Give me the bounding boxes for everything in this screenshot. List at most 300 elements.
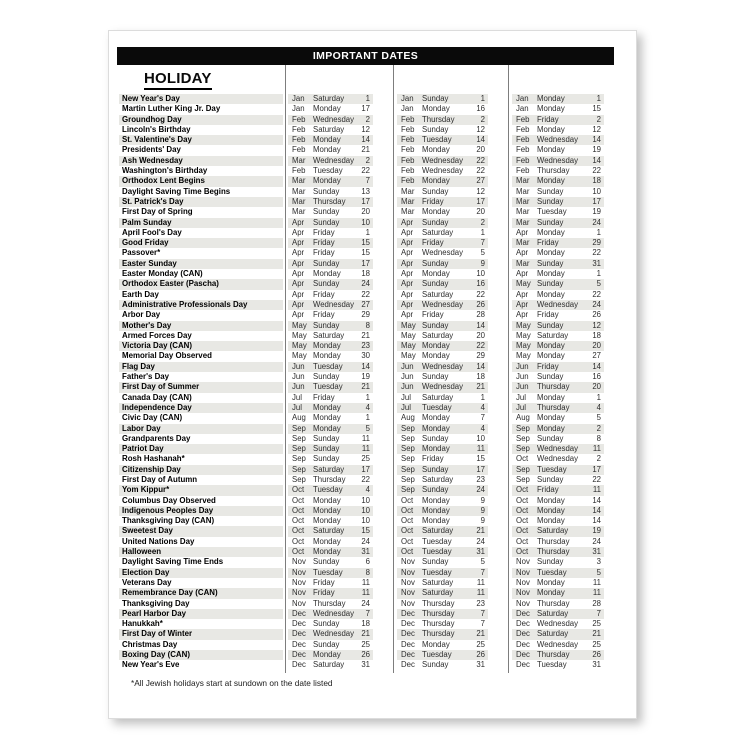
weekday-name: Monday xyxy=(313,402,341,412)
table-row xyxy=(109,537,636,547)
day-number: 12 xyxy=(592,320,601,330)
day-number: 14 xyxy=(592,135,601,145)
date-set-3 xyxy=(512,599,604,609)
day-number: 31 xyxy=(361,547,370,557)
weekday-name: Friday xyxy=(537,310,559,320)
weekday-name: Wednesday xyxy=(537,454,579,464)
date-set-1 xyxy=(288,115,373,125)
day-number: 14 xyxy=(592,505,601,515)
date-set-2 xyxy=(397,115,488,125)
day-number: 31 xyxy=(476,660,485,670)
date-set-3 xyxy=(512,279,604,289)
weekday-name: Monday xyxy=(313,516,341,526)
date-set-2 xyxy=(397,526,488,536)
weekday-name: Monday xyxy=(422,423,450,433)
month-abbr: Jun xyxy=(292,372,305,382)
day-number: 15 xyxy=(361,526,370,536)
day-number: 10 xyxy=(361,217,370,227)
month-abbr: Sep xyxy=(401,474,415,484)
month-abbr: May xyxy=(401,351,416,361)
day-number: 20 xyxy=(476,330,485,340)
day-number: 11 xyxy=(592,588,601,598)
month-abbr: Feb xyxy=(292,145,306,155)
month-abbr: Jun xyxy=(516,372,529,382)
day-number: 4 xyxy=(480,402,485,412)
month-abbr: Dec xyxy=(516,619,530,629)
month-abbr: Oct xyxy=(401,547,414,557)
month-abbr: Apr xyxy=(292,279,305,289)
day-number: 5 xyxy=(480,248,485,258)
table-row xyxy=(109,207,636,217)
day-number: 1 xyxy=(365,413,370,423)
weekday-name: Monday xyxy=(537,341,565,351)
month-abbr: Aug xyxy=(516,413,530,423)
month-abbr: Dec xyxy=(401,629,415,639)
section-title: HOLIDAY xyxy=(144,70,212,90)
day-number: 1 xyxy=(480,392,485,402)
weekday-name: Sunday xyxy=(422,660,449,670)
day-number: 11 xyxy=(476,577,485,587)
month-abbr: Feb xyxy=(516,166,530,176)
month-abbr: Oct xyxy=(516,516,529,526)
date-set-2 xyxy=(397,640,488,650)
weekday-name: Monday xyxy=(537,413,565,423)
day-number: 1 xyxy=(596,94,601,103)
weekday-name: Sunday xyxy=(537,474,564,484)
weekday-name: Friday xyxy=(313,310,335,320)
weekday-name: Monday xyxy=(422,176,450,186)
month-abbr: Dec xyxy=(401,619,415,629)
day-number: 24 xyxy=(361,598,370,608)
table-row xyxy=(109,156,636,166)
holiday-name: Easter Sunday xyxy=(119,259,283,269)
day-number: 14 xyxy=(476,135,485,145)
month-abbr: May xyxy=(516,351,531,361)
day-number: 23 xyxy=(361,341,370,351)
month-abbr: Feb xyxy=(292,114,306,124)
day-number: 27 xyxy=(361,299,370,309)
holiday-name: Earth Day xyxy=(122,289,159,299)
date-set-2 xyxy=(397,351,488,361)
weekday-name: Monday xyxy=(313,135,341,145)
date-set-2 xyxy=(397,413,488,423)
date-set-3 xyxy=(512,104,604,114)
day-number: 14 xyxy=(592,495,601,505)
day-number: 5 xyxy=(480,557,485,567)
weekday-name: Sunday xyxy=(537,186,564,196)
date-set-3 xyxy=(512,248,604,258)
month-abbr: Apr xyxy=(401,289,414,299)
date-set-1 xyxy=(288,145,373,155)
date-set-3 xyxy=(512,434,604,444)
month-abbr: Sep xyxy=(401,423,415,433)
holiday-name: Victoria Day (CAN) xyxy=(119,341,283,351)
day-number: 29 xyxy=(592,238,601,248)
day-number: 24 xyxy=(476,536,485,546)
month-abbr: Feb xyxy=(516,145,530,155)
weekday-name: Thursday xyxy=(537,650,570,660)
date-set-3 xyxy=(512,310,604,320)
month-abbr: Apr xyxy=(401,269,414,279)
day-number: 31 xyxy=(592,660,601,670)
weekday-name: Sunday xyxy=(313,444,340,454)
weekday-name: Thursday xyxy=(422,598,455,608)
month-abbr: Dec xyxy=(292,629,306,639)
date-set-1 xyxy=(288,207,373,217)
holiday-name: Flag Day xyxy=(119,362,283,372)
weekday-name: Saturday xyxy=(537,608,569,618)
month-abbr: Nov xyxy=(292,577,306,587)
date-set-2 xyxy=(397,629,488,639)
day-number: 7 xyxy=(480,567,485,577)
month-abbr: Sep xyxy=(401,454,415,464)
weekday-name: Sunday xyxy=(422,433,449,443)
day-number: 21 xyxy=(361,330,370,340)
weekday-name: Thursday xyxy=(422,608,455,618)
month-abbr: Apr xyxy=(516,269,529,279)
weekday-name: Wednesday xyxy=(537,444,579,454)
month-abbr: Oct xyxy=(516,505,529,515)
table-row xyxy=(109,434,636,444)
date-set-2 xyxy=(397,578,488,588)
date-set-3 xyxy=(512,218,604,228)
holiday-name: Independence Day xyxy=(119,403,283,413)
weekday-name: Monday xyxy=(422,341,450,351)
day-number: 31 xyxy=(592,547,601,557)
month-abbr: Sep xyxy=(292,433,306,443)
date-set-1 xyxy=(288,526,373,536)
table-row xyxy=(109,135,636,145)
holiday-name: Mother's Day xyxy=(119,321,283,331)
month-abbr: May xyxy=(401,330,416,340)
month-abbr: Apr xyxy=(401,310,414,320)
date-set-3 xyxy=(512,537,604,547)
month-abbr: Oct xyxy=(516,495,529,505)
table-row xyxy=(109,629,636,639)
month-abbr: Dec xyxy=(292,619,306,629)
date-set-2 xyxy=(397,588,488,598)
month-abbr: Mar xyxy=(516,217,530,227)
day-number: 20 xyxy=(592,341,601,351)
month-abbr: Dec xyxy=(292,650,306,660)
month-abbr: Mar xyxy=(516,196,530,206)
month-abbr: Jun xyxy=(401,372,414,382)
date-set-3 xyxy=(512,485,604,495)
month-abbr: Nov xyxy=(292,567,306,577)
table-row xyxy=(109,413,636,423)
day-number: 20 xyxy=(592,382,601,392)
date-set-2 xyxy=(397,259,488,269)
weekday-name: Saturday xyxy=(422,588,454,598)
date-set-3 xyxy=(512,259,604,269)
weekday-name: Sunday xyxy=(537,433,564,443)
date-set-2 xyxy=(397,557,488,567)
date-set-2 xyxy=(397,156,488,166)
day-number: 26 xyxy=(592,650,601,660)
weekday-name: Saturday xyxy=(313,660,345,670)
month-abbr: Feb xyxy=(401,114,415,124)
month-abbr: Apr xyxy=(516,299,529,309)
date-set-1 xyxy=(288,588,373,598)
weekday-name: Monday xyxy=(537,351,565,361)
holiday-name: St. Patrick's Day xyxy=(119,197,283,207)
weekday-name: Friday xyxy=(313,227,335,237)
day-number: 12 xyxy=(361,124,370,134)
table-row xyxy=(109,506,636,516)
day-number: 26 xyxy=(361,650,370,660)
weekday-name: Friday xyxy=(537,485,559,495)
month-abbr: Jan xyxy=(292,104,305,114)
date-set-1 xyxy=(288,156,373,166)
month-abbr: Sep xyxy=(516,444,530,454)
day-number: 2 xyxy=(480,114,485,124)
day-number: 1 xyxy=(365,94,370,103)
month-abbr: Oct xyxy=(401,526,414,536)
holiday-name: April Fool's Day xyxy=(122,227,182,237)
month-abbr: May xyxy=(292,341,307,351)
date-set-3 xyxy=(512,207,604,217)
table-row xyxy=(109,568,636,578)
month-abbr: Dec xyxy=(292,608,306,618)
date-set-2 xyxy=(397,609,488,619)
date-set-1 xyxy=(288,321,373,331)
date-set-1 xyxy=(288,506,373,516)
weekday-name: Friday xyxy=(313,248,335,258)
weekday-name: Saturday xyxy=(537,629,569,639)
date-set-3 xyxy=(512,362,604,372)
month-abbr: Nov xyxy=(401,598,415,608)
table-row xyxy=(109,496,636,506)
weekday-name: Thursday xyxy=(422,629,455,639)
weekday-name: Wednesday xyxy=(422,382,464,392)
date-set-3 xyxy=(512,588,604,598)
date-set-2 xyxy=(397,516,488,526)
date-set-1 xyxy=(288,640,373,650)
day-number: 5 xyxy=(596,567,601,577)
day-number: 21 xyxy=(476,629,485,639)
month-abbr: Dec xyxy=(401,608,415,618)
month-abbr: Sep xyxy=(292,423,306,433)
month-abbr: Oct xyxy=(516,536,529,546)
weekday-name: Saturday xyxy=(313,526,345,536)
weekday-name: Tuesday xyxy=(422,547,452,557)
weekday-name: Wednesday xyxy=(313,299,355,309)
holiday-name: Lincoln's Birthday xyxy=(122,124,191,134)
table-row xyxy=(109,125,636,135)
weekday-name: Saturday xyxy=(422,392,454,402)
table-row xyxy=(109,279,636,289)
month-abbr: Oct xyxy=(516,485,529,495)
date-set-3 xyxy=(512,568,604,578)
holiday-name: Remembrance Day (CAN) xyxy=(119,588,283,598)
month-abbr: Oct xyxy=(401,495,414,505)
date-set-3 xyxy=(512,156,604,166)
weekday-name: Monday xyxy=(537,269,565,279)
weekday-name: Wednesday xyxy=(313,608,355,618)
date-set-3 xyxy=(512,557,604,567)
date-set-2 xyxy=(397,465,488,475)
month-abbr: Jan xyxy=(516,104,529,114)
day-number: 17 xyxy=(476,464,485,474)
month-abbr: Nov xyxy=(401,567,415,577)
day-number: 1 xyxy=(365,392,370,402)
date-set-1 xyxy=(288,248,373,258)
date-set-1 xyxy=(288,568,373,578)
weekday-name: Thursday xyxy=(313,474,346,484)
date-set-1 xyxy=(288,485,373,495)
weekday-name: Sunday xyxy=(537,320,564,330)
holiday-name: Rosh Hashanah* xyxy=(122,454,185,464)
day-number: 24 xyxy=(592,536,601,546)
weekday-name: Tuesday xyxy=(313,382,343,392)
weekday-name: Wednesday xyxy=(537,155,579,165)
holiday-name: Sweetest Day xyxy=(119,526,283,536)
month-abbr: Nov xyxy=(401,577,415,587)
date-set-2 xyxy=(397,362,488,372)
weekday-name: Monday xyxy=(537,289,565,299)
weekday-name: Sunday xyxy=(422,279,449,289)
day-number: 17 xyxy=(476,196,485,206)
day-number: 25 xyxy=(361,454,370,464)
month-abbr: Feb xyxy=(401,145,415,155)
weekday-name: Monday xyxy=(313,495,341,505)
month-abbr: Apr xyxy=(292,269,305,279)
date-set-1 xyxy=(288,578,373,588)
table-row xyxy=(109,300,636,310)
table-row xyxy=(109,362,636,372)
month-abbr: May xyxy=(516,341,531,351)
date-set-1 xyxy=(288,537,373,547)
month-abbr: Dec xyxy=(516,629,530,639)
month-abbr: Mar xyxy=(516,176,530,186)
date-set-2 xyxy=(397,372,488,382)
date-set-2 xyxy=(397,424,488,434)
weekday-name: Monday xyxy=(313,145,341,155)
date-set-3 xyxy=(512,619,604,629)
weekday-name: Wednesday xyxy=(422,361,464,371)
date-set-2 xyxy=(397,310,488,320)
month-abbr: Oct xyxy=(292,505,305,515)
weekday-name: Sunday xyxy=(313,207,340,217)
month-abbr: Mar xyxy=(516,238,530,248)
month-abbr: Feb xyxy=(401,135,415,145)
day-number: 14 xyxy=(592,155,601,165)
month-abbr: Dec xyxy=(516,660,530,670)
weekday-name: Monday xyxy=(537,577,565,587)
day-number: 22 xyxy=(476,289,485,299)
date-set-2 xyxy=(397,403,488,413)
table-row xyxy=(109,176,636,186)
weekday-name: Sunday xyxy=(313,279,340,289)
weekday-name: Friday xyxy=(537,114,559,124)
date-set-3 xyxy=(512,300,604,310)
month-abbr: Apr xyxy=(401,238,414,248)
month-abbr: Sep xyxy=(292,464,306,474)
date-set-3 xyxy=(512,321,604,331)
month-abbr: Mar xyxy=(292,207,306,217)
day-number: 14 xyxy=(361,361,370,371)
day-number: 24 xyxy=(592,299,601,309)
table-row xyxy=(109,228,636,238)
month-abbr: Mar xyxy=(401,207,415,217)
date-set-1 xyxy=(288,475,373,485)
weekday-name: Tuesday xyxy=(422,650,452,660)
day-number: 17 xyxy=(361,104,370,114)
day-number: 28 xyxy=(476,310,485,320)
month-abbr: Apr xyxy=(292,258,305,268)
weekday-name: Monday xyxy=(537,124,565,134)
month-abbr: Sep xyxy=(292,474,306,484)
weekday-name: Monday xyxy=(537,104,565,114)
day-number: 17 xyxy=(592,464,601,474)
weekday-name: Sunday xyxy=(422,94,449,103)
date-set-2 xyxy=(397,248,488,258)
date-set-1 xyxy=(288,413,373,423)
day-number: 22 xyxy=(592,248,601,258)
date-set-3 xyxy=(512,609,604,619)
month-abbr: Oct xyxy=(401,536,414,546)
day-number: 2 xyxy=(365,114,370,124)
date-set-2 xyxy=(397,599,488,609)
date-set-1 xyxy=(288,310,373,320)
month-abbr: Aug xyxy=(401,413,415,423)
holiday-table xyxy=(109,94,636,671)
month-abbr: Jan xyxy=(401,104,414,114)
table-row xyxy=(109,454,636,464)
day-number: 18 xyxy=(361,619,370,629)
month-abbr: Feb xyxy=(401,124,415,134)
month-abbr: Apr xyxy=(401,258,414,268)
holiday-name: Father's Day xyxy=(122,372,170,382)
holiday-name: Citizenship Day xyxy=(119,465,283,475)
month-abbr: Oct xyxy=(292,536,305,546)
holiday-name: Daylight Saving Time Begins xyxy=(122,186,231,196)
month-abbr: May xyxy=(292,351,307,361)
table-row xyxy=(109,547,636,557)
month-abbr: Feb xyxy=(401,166,415,176)
date-set-2 xyxy=(397,279,488,289)
day-number: 25 xyxy=(476,639,485,649)
weekday-name: Thursday xyxy=(537,382,570,392)
date-set-2 xyxy=(397,485,488,495)
date-set-2 xyxy=(397,207,488,217)
date-set-1 xyxy=(288,166,373,176)
day-number: 11 xyxy=(361,577,370,587)
month-abbr: Dec xyxy=(516,608,530,618)
weekday-name: Tuesday xyxy=(537,567,567,577)
holiday-name: New Year's Day xyxy=(119,94,283,104)
date-set-3 xyxy=(512,506,604,516)
month-abbr: Oct xyxy=(292,495,305,505)
day-number: 4 xyxy=(365,402,370,412)
weekday-name: Thursday xyxy=(537,536,570,546)
weekday-name: Friday xyxy=(313,289,335,299)
day-number: 31 xyxy=(592,258,601,268)
day-number: 22 xyxy=(476,155,485,165)
day-number: 11 xyxy=(361,433,370,443)
month-abbr: May xyxy=(292,320,307,330)
weekday-name: Monday xyxy=(422,269,450,279)
weekday-name: Monday xyxy=(422,495,450,505)
day-number: 18 xyxy=(361,269,370,279)
weekday-name: Saturday xyxy=(422,526,454,536)
date-set-3 xyxy=(512,197,604,207)
date-set-1 xyxy=(288,599,373,609)
holiday-name: Groundhog Day xyxy=(119,115,283,125)
holiday-name: Civic Day (CAN) xyxy=(122,413,183,423)
day-number: 20 xyxy=(476,207,485,217)
day-number: 24 xyxy=(476,485,485,495)
